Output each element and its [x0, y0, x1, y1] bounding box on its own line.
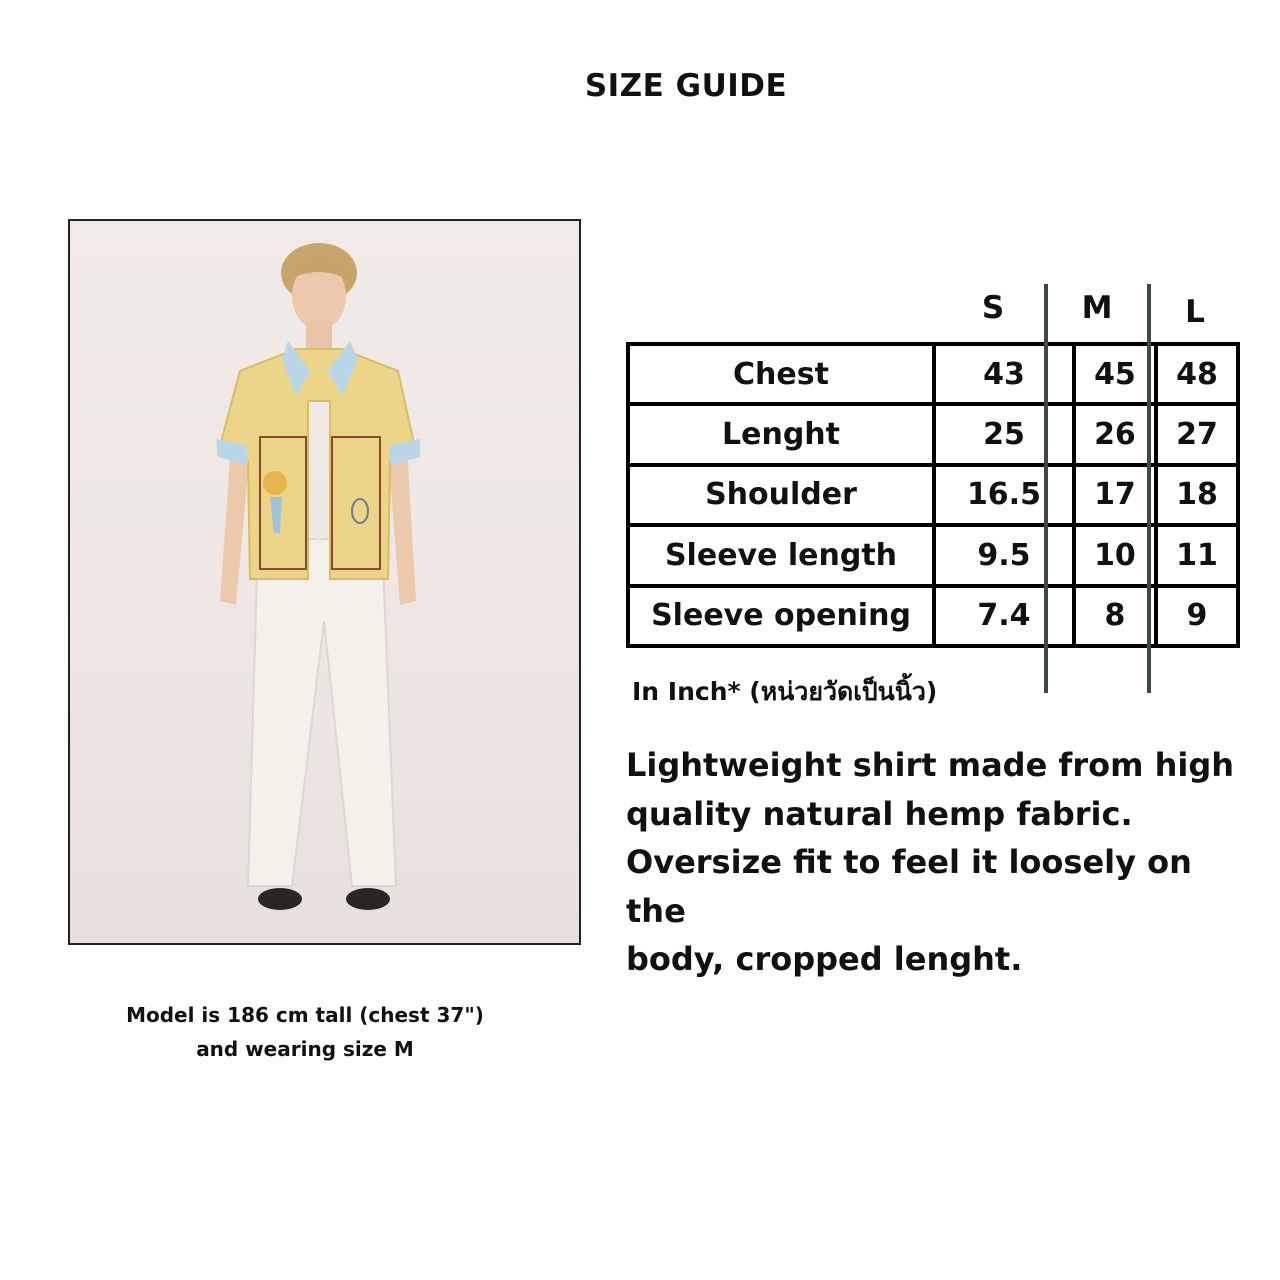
page-title: SIZE GUIDE: [584, 68, 788, 104]
cell-value: 48: [1156, 344, 1238, 404]
description-line: Oversize fit to feel it loosely on the: [626, 843, 1192, 930]
cell-value: 9.5: [934, 525, 1074, 585]
description-line: body, cropped lenght.: [626, 940, 1023, 978]
row-label-sleeve-length: Sleeve length: [628, 525, 934, 585]
description-line: quality natural hemp fabric.: [626, 794, 1133, 833]
cell-value: 18: [1156, 465, 1238, 525]
cell-value: 17: [1074, 465, 1156, 525]
model-caption-line1: Model is 186 cm tall (chest 37"): [126, 1003, 484, 1027]
column-divider: [1044, 284, 1048, 693]
size-header-m: M: [1081, 290, 1113, 326]
size-header-l: L: [1185, 294, 1205, 330]
cell-value: 43: [934, 344, 1074, 404]
product-description: [626, 741, 1246, 984]
row-label-chest: Chest: [628, 344, 934, 404]
column-divider: [1147, 284, 1151, 693]
model-photo: [68, 219, 581, 945]
size-header-s: S: [981, 290, 1005, 326]
cell-value: 10: [1074, 525, 1156, 585]
cell-value: 25: [934, 404, 1074, 464]
row-label-shoulder: Shoulder: [628, 465, 934, 525]
row-label-sleeve-opening: Sleeve opening: [628, 586, 934, 646]
cell-value: 8: [1074, 586, 1156, 646]
model-caption: [100, 998, 510, 1066]
model-caption-line2: and wearing size M: [196, 1037, 414, 1061]
cell-value: 7.4: [934, 586, 1074, 646]
cell-value: 45: [1074, 344, 1156, 404]
unit-note: In Inch* (หน่วยวัดเป็นนิ้ว): [632, 677, 938, 706]
cell-value: 11: [1156, 525, 1238, 585]
cell-value: 16.5: [934, 465, 1074, 525]
model-illustration: [70, 221, 579, 943]
description-line: Lightweight shirt made from high: [626, 746, 1235, 784]
row-label-length: Lenght: [628, 404, 934, 464]
cell-value: 9: [1156, 586, 1238, 646]
cell-value: 27: [1156, 404, 1238, 464]
cell-value: 26: [1074, 404, 1156, 464]
